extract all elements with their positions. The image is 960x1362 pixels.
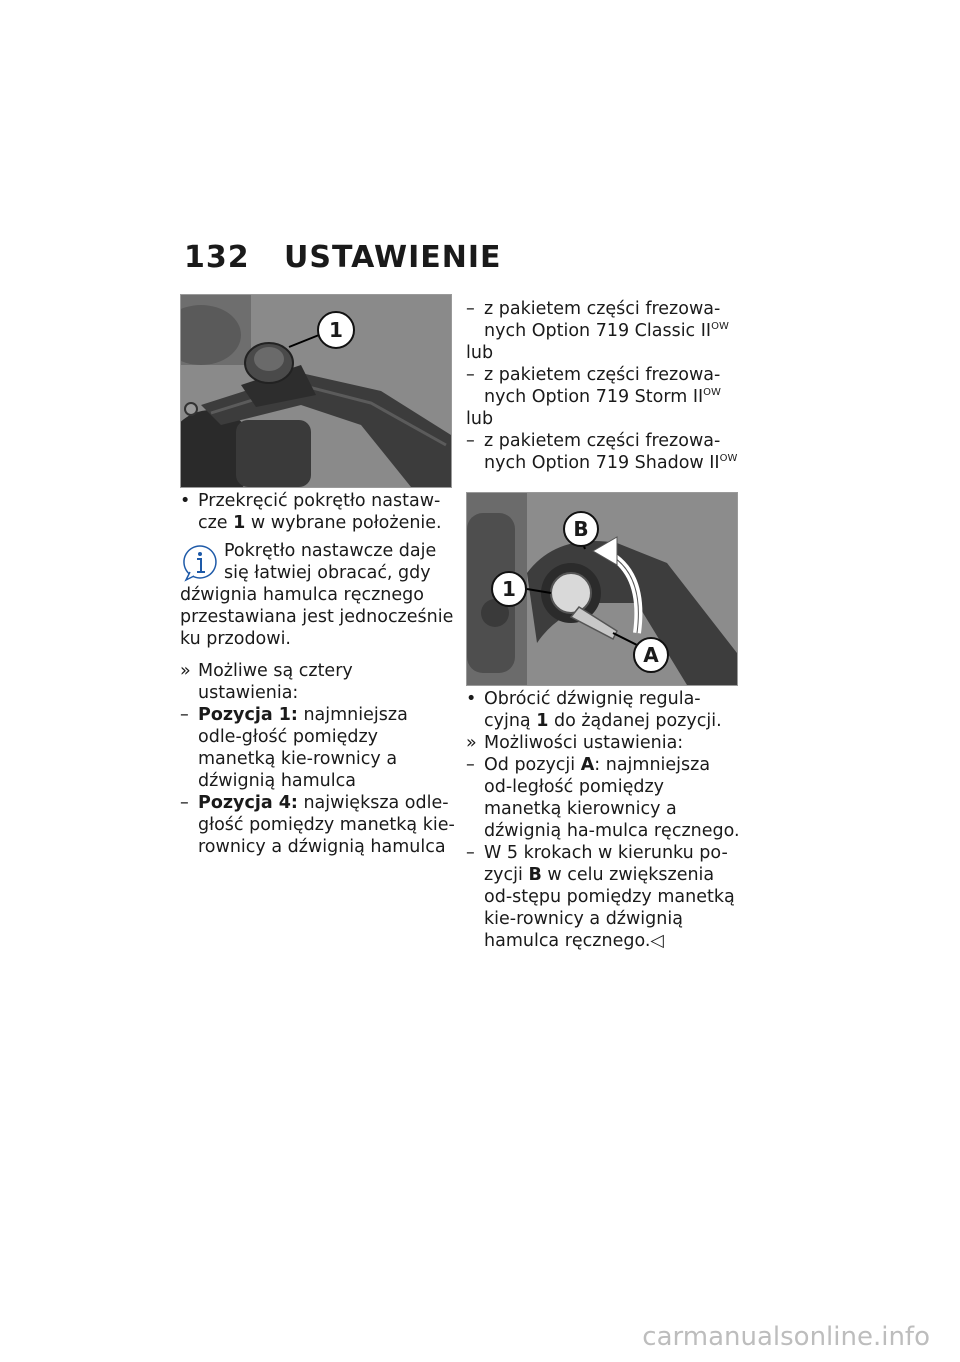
end-of-section-icon: ◁ <box>650 931 664 951</box>
step-turn-lever: • Obrócić dźwignię regula-cyjną 1 do żądanej pozycji. <box>466 689 722 731</box>
position-1: – Pozycja 1: najmniejsza odle-głość pomiędzy manetką kie-rownicy a dźwignią hamulca <box>180 705 408 791</box>
option-storm: – z pakietem części frezowa-nych Option 719 Storm $II^{OW}$ <box>466 365 721 407</box>
or-text-1: lub <box>466 343 494 363</box>
option-classic: – z pakietem części frezowa-nych Option 719 Classic $II^{OW}$ <box>466 299 729 341</box>
watermark: carmanualsonline.info <box>642 1322 930 1352</box>
callout-b-circle: B <box>563 511 599 547</box>
right-column-bottom <box>466 688 741 952</box>
option-shadow: – z pakietem części frezowa-nych Option 719 Shadow $II^{OW}$ <box>466 431 738 473</box>
figure-brake-lever-knob <box>180 294 452 488</box>
page-number: 132 <box>184 240 250 275</box>
result-settings: » Możliwości ustawienia: <box>466 733 684 753</box>
position-a: – Od pozycji A: najmniejsza od-ległość pomiędzy manetką kierownicy a dźwignią ha-mulca ręcznego. <box>466 755 740 841</box>
step-turn-knob: • Przekręcić pokrętło nastaw- cze 1 w wybrane położenie. <box>180 491 442 533</box>
info-icon <box>180 542 220 582</box>
result-four-settings: » Możliwe są cztery ustawienia: <box>180 661 353 703</box>
page-title: USTAWIENIE <box>284 240 502 275</box>
info-note: Pokrętło nastawcze daje się łatwiej obracać, gdy dźwignia hamulca ręcznego przestawiana jest jednocześnie ku przodowi. <box>180 541 454 649</box>
or-text-2: lub <box>466 409 494 429</box>
callout-1-circle <box>317 311 355 349</box>
left-column <box>180 490 455 858</box>
position-4: – Pozycja 4: największa odle-głość pomiędzy manetką kie-rownicy a dźwignią hamulca <box>180 793 455 857</box>
callout-1-circle-fig2: 1 <box>491 571 527 607</box>
brake-lever-illustration <box>181 295 451 487</box>
position-b: – W 5 krokach w kierunku po-zycji B w celu zwiększenia od-stępu pomiędzy manetką kie-rownicy a dźwignią hamulca ręcznego.◁ <box>466 843 735 951</box>
callout-a-circle: A <box>633 637 669 673</box>
callout-1-label: 1 <box>329 318 343 342</box>
right-column-top <box>466 298 741 474</box>
figure-adjust-lever <box>466 492 738 686</box>
bullet-marker: • <box>180 491 191 511</box>
